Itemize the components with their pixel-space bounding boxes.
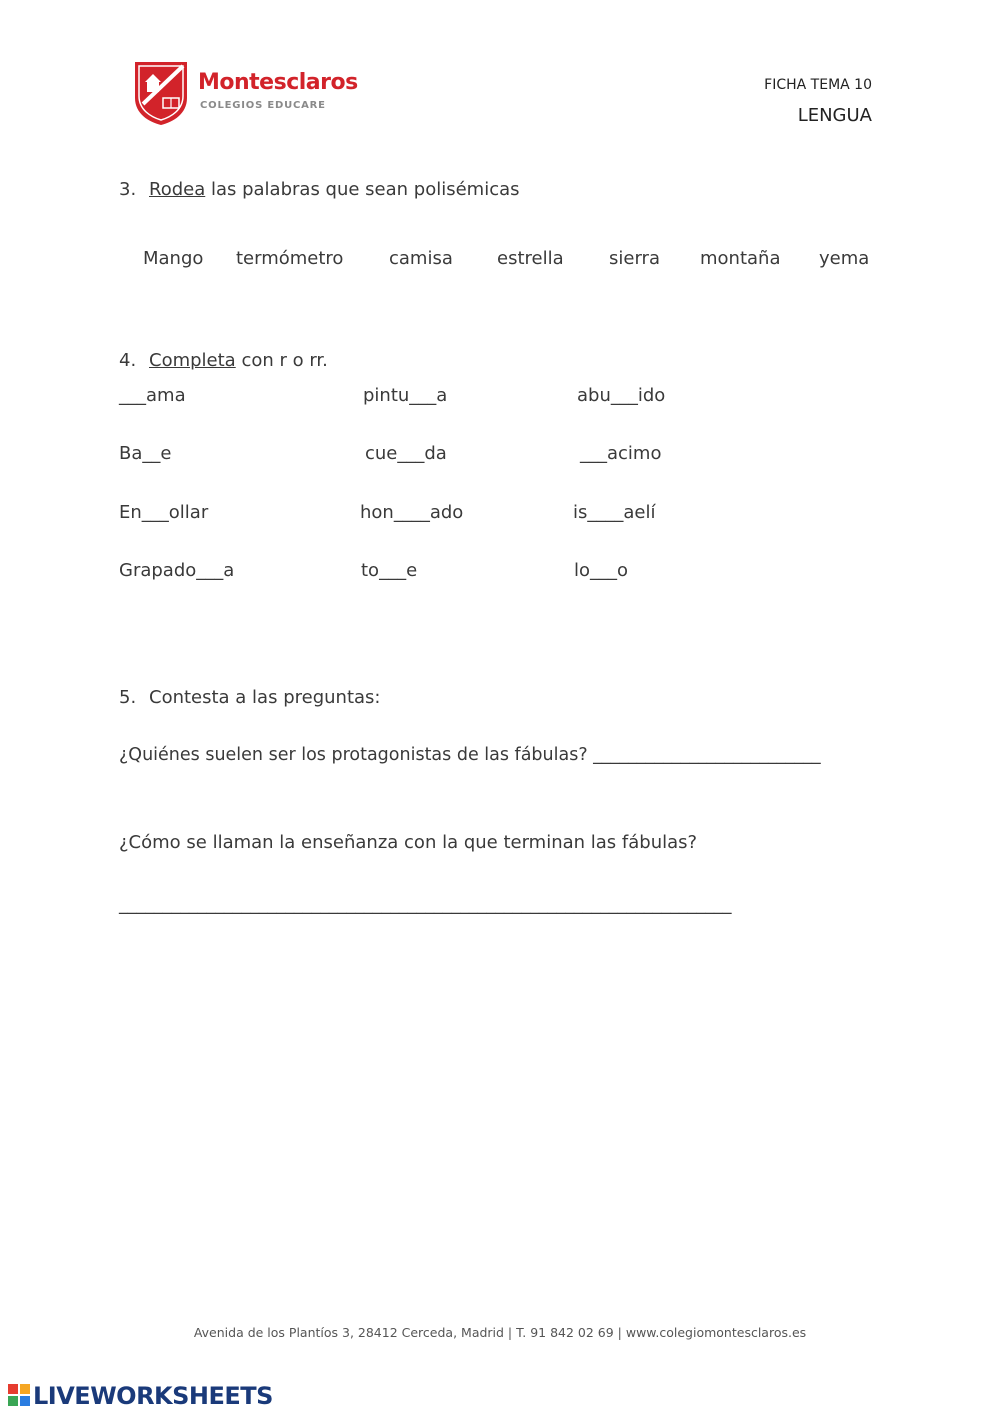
q5-answer-line[interactable]: ______________________________________________________________________ xyxy=(119,895,732,915)
q4-blank-word[interactable]: En___ollar xyxy=(119,502,209,523)
q4-blank-word[interactable]: hon____ado xyxy=(360,502,464,523)
q3-number: 3. xyxy=(119,179,137,200)
liveworksheets-grid-icon xyxy=(8,1384,30,1406)
brand-subtitle: COLEGIOS EDUCARE xyxy=(200,100,326,111)
q3-word[interactable]: montaña xyxy=(700,248,781,269)
q4-blank-word[interactable]: lo___o xyxy=(574,560,629,581)
q3-word[interactable]: estrella xyxy=(497,248,564,269)
q4-verb: Completa xyxy=(149,350,236,371)
q4-blank-word[interactable]: to___e xyxy=(361,560,418,581)
q4-instruction xyxy=(149,350,328,371)
brand-name: Montesclaros xyxy=(198,70,358,95)
q4-number: 4. xyxy=(119,350,137,371)
q5-number: 5. xyxy=(119,687,137,708)
q4-blank-word[interactable]: is____aelí xyxy=(573,502,656,523)
q4-instruction-rest: con r o rr. xyxy=(235,350,328,371)
q5-question-1[interactable]: ¿Quiénes suelen ser los protagonistas de las fábulas? __________________________ xyxy=(119,745,821,765)
q3-word[interactable]: termómetro xyxy=(236,248,344,269)
sheet-label: FICHA TEMA 10 xyxy=(764,77,872,93)
q4-blank-word[interactable]: Grapado___a xyxy=(119,560,235,581)
q3-instruction-rest: las palabras que sean polisémicas xyxy=(205,179,520,200)
q3-word[interactable]: camisa xyxy=(389,248,453,269)
q5-title: Contesta a las preguntas: xyxy=(149,687,381,708)
q3-word[interactable]: sierra xyxy=(609,248,660,269)
q4-blank-word[interactable]: Ba__e xyxy=(119,443,172,464)
q4-blank-word[interactable]: cue___da xyxy=(365,443,447,464)
q3-word[interactable]: Mango xyxy=(143,248,204,269)
footer-address: Avenida de los Plantíos 3, 28412 Cerceda, Madrid | T. 91 842 02 69 | www.colegiomontesclaros.es xyxy=(193,1325,807,1340)
q3-word[interactable]: yema xyxy=(819,248,870,269)
montesclaros-shield-logo xyxy=(133,60,189,126)
q3-instruction xyxy=(149,179,520,200)
q4-blank-word[interactable]: pintu___a xyxy=(363,385,448,406)
q4-blank-word[interactable]: abu___ido xyxy=(577,385,666,406)
liveworksheets-text: LIVEWORKSHEETS xyxy=(33,1382,273,1410)
q4-blank-word[interactable]: ___ama xyxy=(119,385,186,406)
q3-verb: Rodea xyxy=(149,179,206,200)
q4-blank-word[interactable]: ___acimo xyxy=(580,443,662,464)
q5-question-2: ¿Cómo se llaman la enseñanza con la que terminan las fábulas? xyxy=(119,832,698,853)
subject-title: LENGUA xyxy=(797,105,872,126)
